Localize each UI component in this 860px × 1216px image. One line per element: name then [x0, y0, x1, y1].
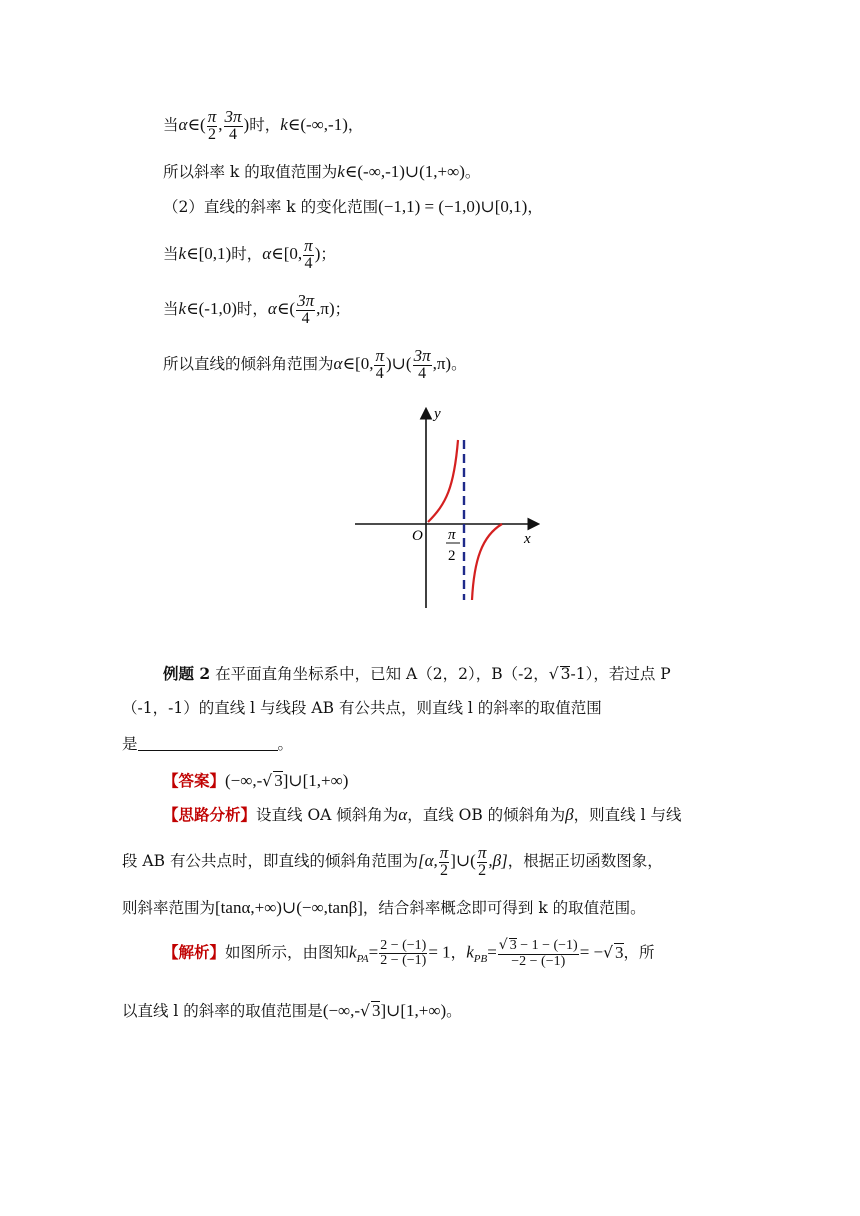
- line-6: 所以直线的倾斜角范围为α∈[0, $\frac{\pi}{4}$ )∪( $\frac{3\pi}{4}$ ,π)。: [163, 346, 467, 382]
- solution-line-1: 【解析】如图所示，由图知$k_{PA}=$ $\frac{2 - (-1)}{2 - (-1)}$ = 1，$k_{PB}=$ $\frac{√ 3 - 1 - (-1)}{-2 - (-1)}$ = −√ 3，所: [163, 937, 655, 969]
- sqrt-symbol: √: [498, 937, 508, 953]
- tangent-curve-left: [428, 440, 458, 522]
- line-4: 当k∈[0,1)时，α∈[0, $\frac{\pi}{4}$ )；: [163, 236, 336, 272]
- fraction-pi-over-2: $\frac{\pi}{2}$: [477, 843, 487, 879]
- analysis-line-2: 段 AB 有公共点时，即直线的倾斜角范围为[α, $\frac{\pi}{2}$ ]∪( $\frac{\pi}{2}$ ,β]，根据正切函数图象，: [122, 843, 663, 879]
- sqrt-symbol: √: [262, 772, 273, 790]
- line-3: （2）直线的斜率 k 的变化范围(−1,1) = (−1,0)∪[0,1)，: [163, 197, 543, 216]
- solution-label: 【解析】: [163, 942, 226, 962]
- answer-line: 【答案】(−∞,-√ 3]∪[1,+∞): [163, 771, 349, 790]
- example-line-1: 例题 2 在平面直角坐标系中，已知 A（2，2），B（-2，√ 3-1），若过点 P: [163, 664, 671, 683]
- line-2: 所以斜率 k 的取值范围为k∈(-∞,-1)∪(1,+∞)。: [163, 162, 481, 181]
- fraction-kpa: $\frac{2 - (-1)}{2 - (-1)}$: [380, 937, 427, 969]
- fraction-pi-over-2: $\frac{\pi}{2}$: [439, 843, 449, 879]
- fraction-pi-over-4: $\frac{\pi}{4}$: [304, 236, 313, 272]
- x-axis-label: x: [524, 531, 531, 547]
- example-title: 例题 2: [163, 664, 211, 683]
- tick-label-pi: π: [448, 527, 456, 543]
- origin-label: O: [412, 528, 423, 544]
- sqrt-symbol: √: [603, 943, 614, 962]
- analysis-line-1: 【思路分析】设直线 OA 倾斜角为α，直线 OB 的倾斜角为β，则直线 l 与线: [163, 805, 682, 824]
- analysis-line-3: 则斜率范围为[tanα,+∞)∪(−∞,tanβ]，结合斜率概念即可得到 k 的取值范围。: [122, 898, 646, 917]
- fraction-3pi-over-4: $\frac{3\pi}{4}$: [224, 107, 242, 143]
- sqrt-symbol: √: [548, 665, 559, 683]
- tangent-graph: [340, 400, 550, 615]
- fraction-pi-over-2: $\frac{\pi}{2}$: [207, 107, 217, 143]
- sqrt-symbol: √: [360, 1002, 370, 1020]
- tangent-curve-right: [472, 524, 502, 600]
- analysis-label: 【思路分析】: [163, 805, 257, 824]
- fraction-kpb: $\frac{√ 3 - 1 - (-1)}{-2 - (-1)}$: [498, 937, 578, 969]
- example-line-2: （-1，-1）的直线 l 与线段 AB 有公共点，则直线 l 的斜率的取值范围: [122, 699, 602, 717]
- line-5: 当k∈(-1,0)时，α∈( $\frac{3\pi}{4}$ ,π)；: [163, 291, 351, 327]
- tick-label-2: 2: [448, 548, 456, 564]
- answer-label: 【答案】: [163, 771, 226, 790]
- example-line-3: 是 。: [122, 735, 294, 753]
- answer-blank: [138, 736, 278, 751]
- line-1: 当α∈( $\frac{\pi}{2}$ , $\frac{3\pi}{4}$ )时，k∈(-∞,-1)，: [163, 107, 364, 143]
- fraction-3pi-over-4: $\frac{3\pi}{4}$: [297, 291, 315, 327]
- y-axis-label: y: [434, 406, 441, 422]
- fraction-pi-over-4: $\frac{\pi}{4}$: [375, 346, 384, 382]
- fraction-3pi-over-4: $\frac{3\pi}{4}$: [413, 346, 431, 382]
- solution-line-2: 以直线 l 的斜率的取值范围是(−∞,-√ 3]∪[1,+∞)。: [122, 1001, 462, 1020]
